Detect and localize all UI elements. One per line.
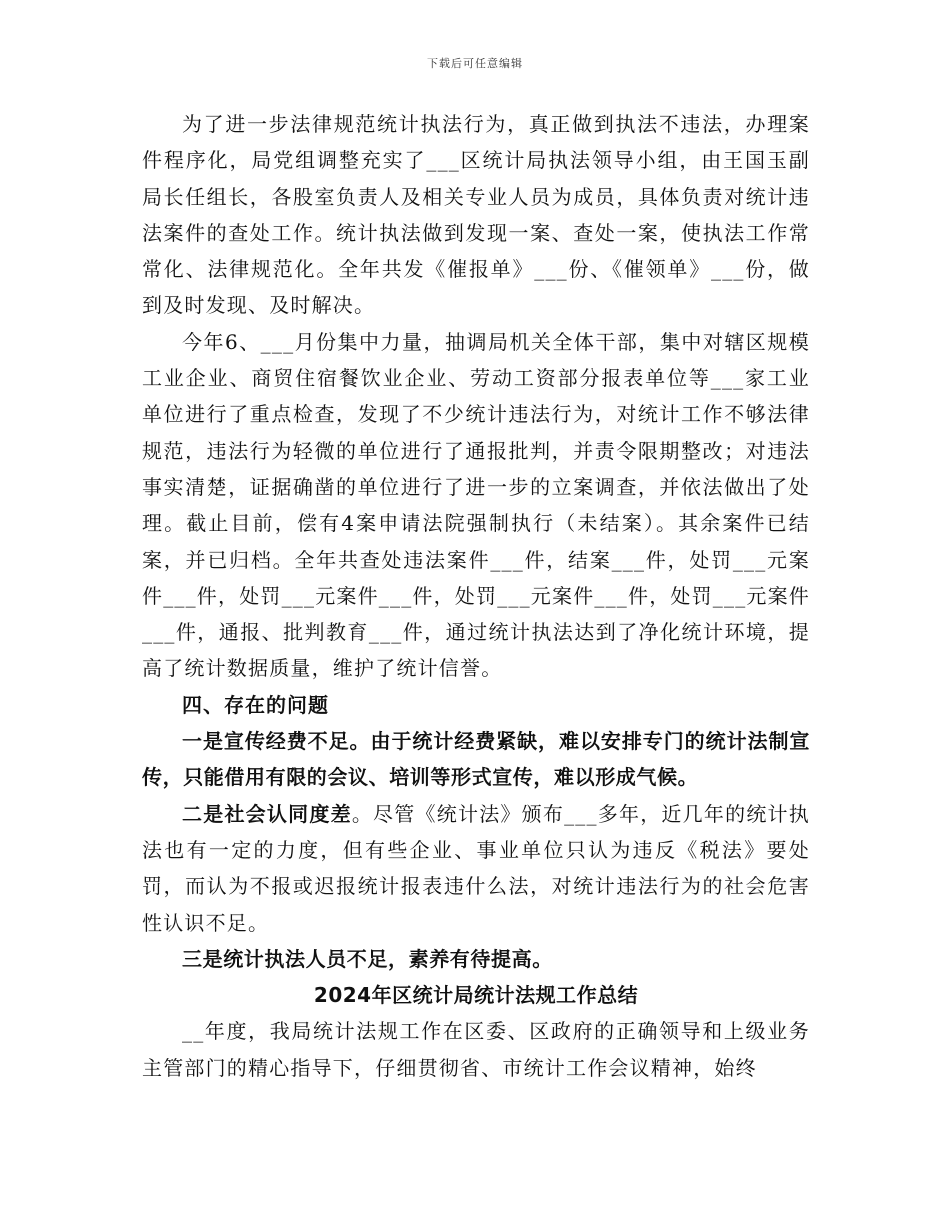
page-header: 下载后可任意编辑 — [427, 57, 523, 70]
paragraph-law-enforcement-team: 为了进一步法律规范统计执法行为，真正做到执法不违法，办理案件程序化，局党组调整充实了___区统计局执法领导小组，由王国玉副局长任组长，各股室负责人及相关专业人员为成员，具体负责对统计违法案件的查处工作。统计执法做到发现一案、查处一案，使执法工作常常化、法律规范化。全年共发《催报单》___份、《催领单》___份，做到及时发现、及时解决。 — [142, 112, 810, 318]
paragraph-problem-funding: 一是宣传经费不足。由于统计经费紧缺，难以安排专门的统计法制宣传，只能借用有限的会议、培训等形式宣传，难以形成气候。 — [142, 729, 810, 790]
paragraph-inspection: 今年6、___月份集中力量，抽调局机关全体干部，集中对辖区规模工业企业、商贸住宿餐饮业企业、劳动工资部分报表单位等___家工业单位进行了重点检查，发现了不少统计违法行为，对统计工作不够法律规范，违法行为轻微的单位进行了通报批判，并责令限期整改；对违法事实清楚，证据确凿的单位进行了进一步的立案调查，并依法做出了处理。截止目前，偿有4案申请法院强制执行（未结案）。其余案件已结案，并已归档。全年共查处违法案件___件，结案___件，处罚___元案件___件，处罚___元案件___件，处罚___元案件___件，处罚___元案件___件，通报、批判教育___件，通过统计执法达到了净化统计环境，提高了统计数据质量，维护了统计信誉。 — [142, 329, 810, 681]
paragraph-problem-recognition — [142, 796, 810, 941]
document-body — [142, 106, 810, 1086]
paragraph-intro: __年度，我局统计法规工作在区委、区政府的正确领导和上级业务主管部门的精心指导下，仔细贯彻省、市统计工作会议精神，始终 — [142, 1019, 810, 1080]
problem-recognition-lead: 二是社会认同度差 — [182, 801, 352, 826]
section-heading-problems: 四、存在的问题 — [182, 692, 329, 717]
document-title: 2024年区统计局统计法规工作总结 — [313, 983, 639, 1008]
paragraph-problem-staff: 三是统计执法人员不足，素养有待提高。 — [182, 946, 553, 971]
problem-recognition-text: 。尽管《统计法》颁布___多年，近几年的统计执法也有一定的力度，但有些企业、事业单位只认为违反《税法》要处罚，而认为不报或迟报统计报表违什么法，对统计违法行为的社会危害性认识不足。 — [142, 801, 810, 935]
